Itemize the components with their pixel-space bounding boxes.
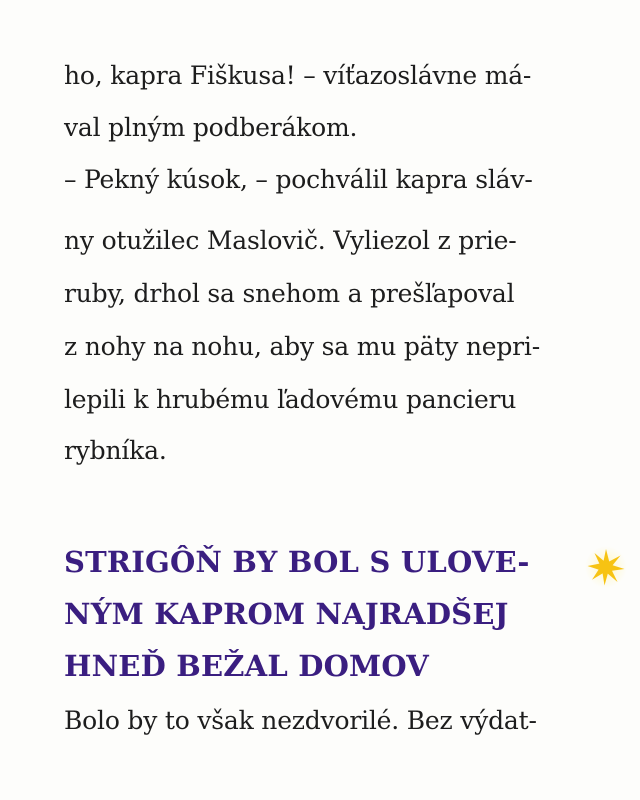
sparkle-star-icon [584,545,628,589]
body-line-4: ny otužilec Maslovič. Vyliezol z prie- [64,226,517,255]
body-line-5: ruby, drhol sa snehom a prešľapoval [64,279,515,308]
body-line-6: z nohy na nohu, aby sa mu päty nepri- [64,332,540,361]
section-heading-line-1: STRIGÔŇ BY BOL S ULOVE- [64,545,530,579]
body-line-3: – Pekný kúsok, – pochválil kapra sláv- [64,165,533,194]
body-line-8: rybníka. [64,436,167,465]
section-heading-line-2: NÝM KAPROM NAJRADŠEJ [64,597,509,631]
body-continuation-line: Bolo by to však nezdvorilé. Bez výdat- [64,706,537,735]
body-line-7: lepili k hrubému ľadovému pancieru [64,385,517,414]
body-line-2: val plným podberákom. [64,113,358,142]
body-line-1: ho, kapra Fiškusa! – víťazoslávne má- [64,61,532,90]
section-heading-line-3: HNEĎ BEŽAL DOMOV [64,649,429,683]
